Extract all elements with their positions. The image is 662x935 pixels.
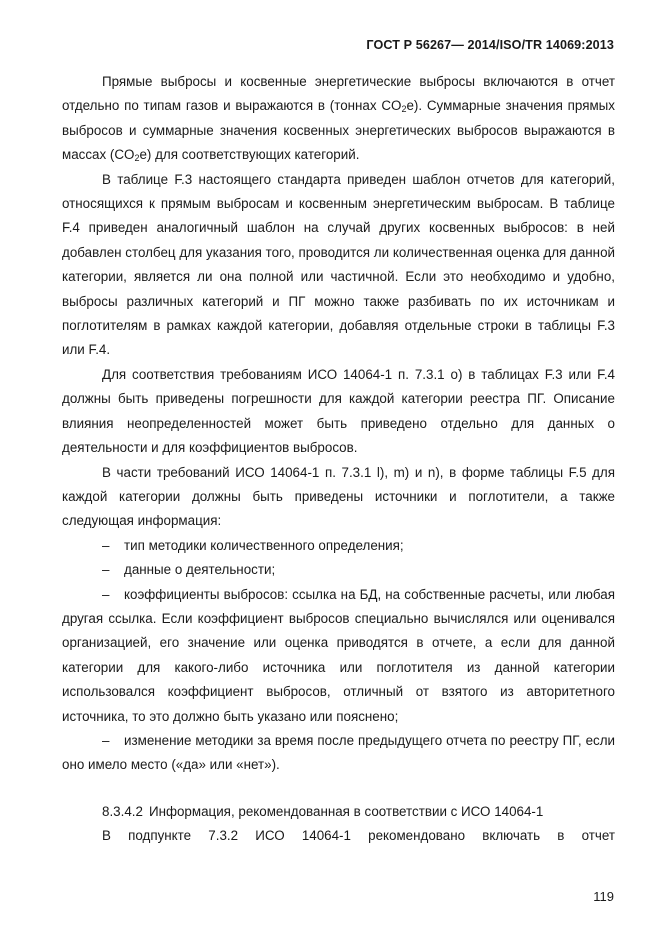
list-item-text: коэффициенты выбросов: ссылка на БД, на собственные расчеты, или любая другая ссылка. Если коэффициент выбросов специально вычислялся или оценивался организацией, его значение или оценка приводятся в отчете, а если для данной категории для какого-либо источника или поглотителя из данной категории использовался коэффициент выбросов, отличный от взятого из авторитетного источника, то это должно быть указано или пояснено; (62, 586, 615, 724)
paragraph-tables-f3-f4: В таблице F.3 настоящего стандарта приведен шаблон отчетов для категорий, относящихся к прямым выбросам и косвенным энергетическим выбросам. В таблице F.4 приведен аналогичный шаблон на случай других косвенных выбросов: в ней добавлен столбец для указания того, проводится ли количественная оценка для данной категории, является ли она полной или частичной. Если это необходимо и удобно, выбросы различных категорий и ПГ можно также разбивать по их источникам и поглотителям в рамках каждой категории, добавляя отдельные строки в таблицы F.3 или F.4. (62, 171, 615, 358)
document-header: ГОСТ Р 56267— 2014/ISO/TR 14069:2013 (366, 38, 614, 52)
list-item-text: данные о деятельности; (124, 562, 276, 578)
page-number: 119 (593, 889, 614, 904)
paragraph-table-f5: В части требований ИСО 14064-1 п. 7.3.1 l), m) и n), в форме таблицы F.5 для каждой категории должны быть приведены источники и поглотители, а также следующая информация: (62, 464, 615, 529)
paragraph-1-text-c: е) для соответствующих категорий. (139, 147, 360, 163)
dash-bullet: – (102, 537, 110, 553)
paragraph-recommendation: В подпункте 7.3.2 ИСО 14064-1 рекомендовано включать в отчет (102, 828, 615, 844)
list-item-text: изменение методики за время после предыдущего отчета по реестру ПГ, если оно имело место («да» или «нет»). (62, 732, 615, 773)
list-item (62, 729, 615, 778)
co2-subscript: 2 (401, 104, 407, 115)
dash-bullet: – (102, 732, 110, 748)
list-item (62, 534, 615, 558)
dash-bullet: – (102, 586, 110, 602)
paragraph-1-text-a: Прямые выбросы и косвенные энергетические выбросы включаются в отчет отдельно по типам газов и выражаются в (тоннах CO (62, 74, 615, 114)
co2-subscript: 2 (134, 153, 140, 164)
dash-bullet: – (102, 562, 110, 578)
section-heading (62, 800, 615, 824)
paragraph-uncertainties: Для соответствия требованиям ИСО 14064-1 п. 7.3.1 o) в таблицах F.3 или F.4 должны быть приведены погрешности для каждой категории реестра ПГ. Описание влияния неопределенностей может быть приведено отдельно для данных о деятельности и для коэффициентов выбросов. (62, 366, 615, 456)
paragraph-1-text-b: е). Суммарные значения прямых выбросов и суммарные значения косвенных энергетических выбросов выражаются в массах (CO (62, 98, 616, 163)
section-title: Информация, рекомендованная в соответствии с ИСО 14064-1 (148, 803, 544, 819)
list-item-text: тип методики количественного определения; (124, 537, 404, 553)
paragraph-direct-emissions (62, 70, 615, 168)
list-item (62, 558, 615, 582)
page-body (62, 70, 615, 849)
section-number: 8.3.4.2 (102, 803, 143, 819)
list-item (62, 583, 615, 729)
